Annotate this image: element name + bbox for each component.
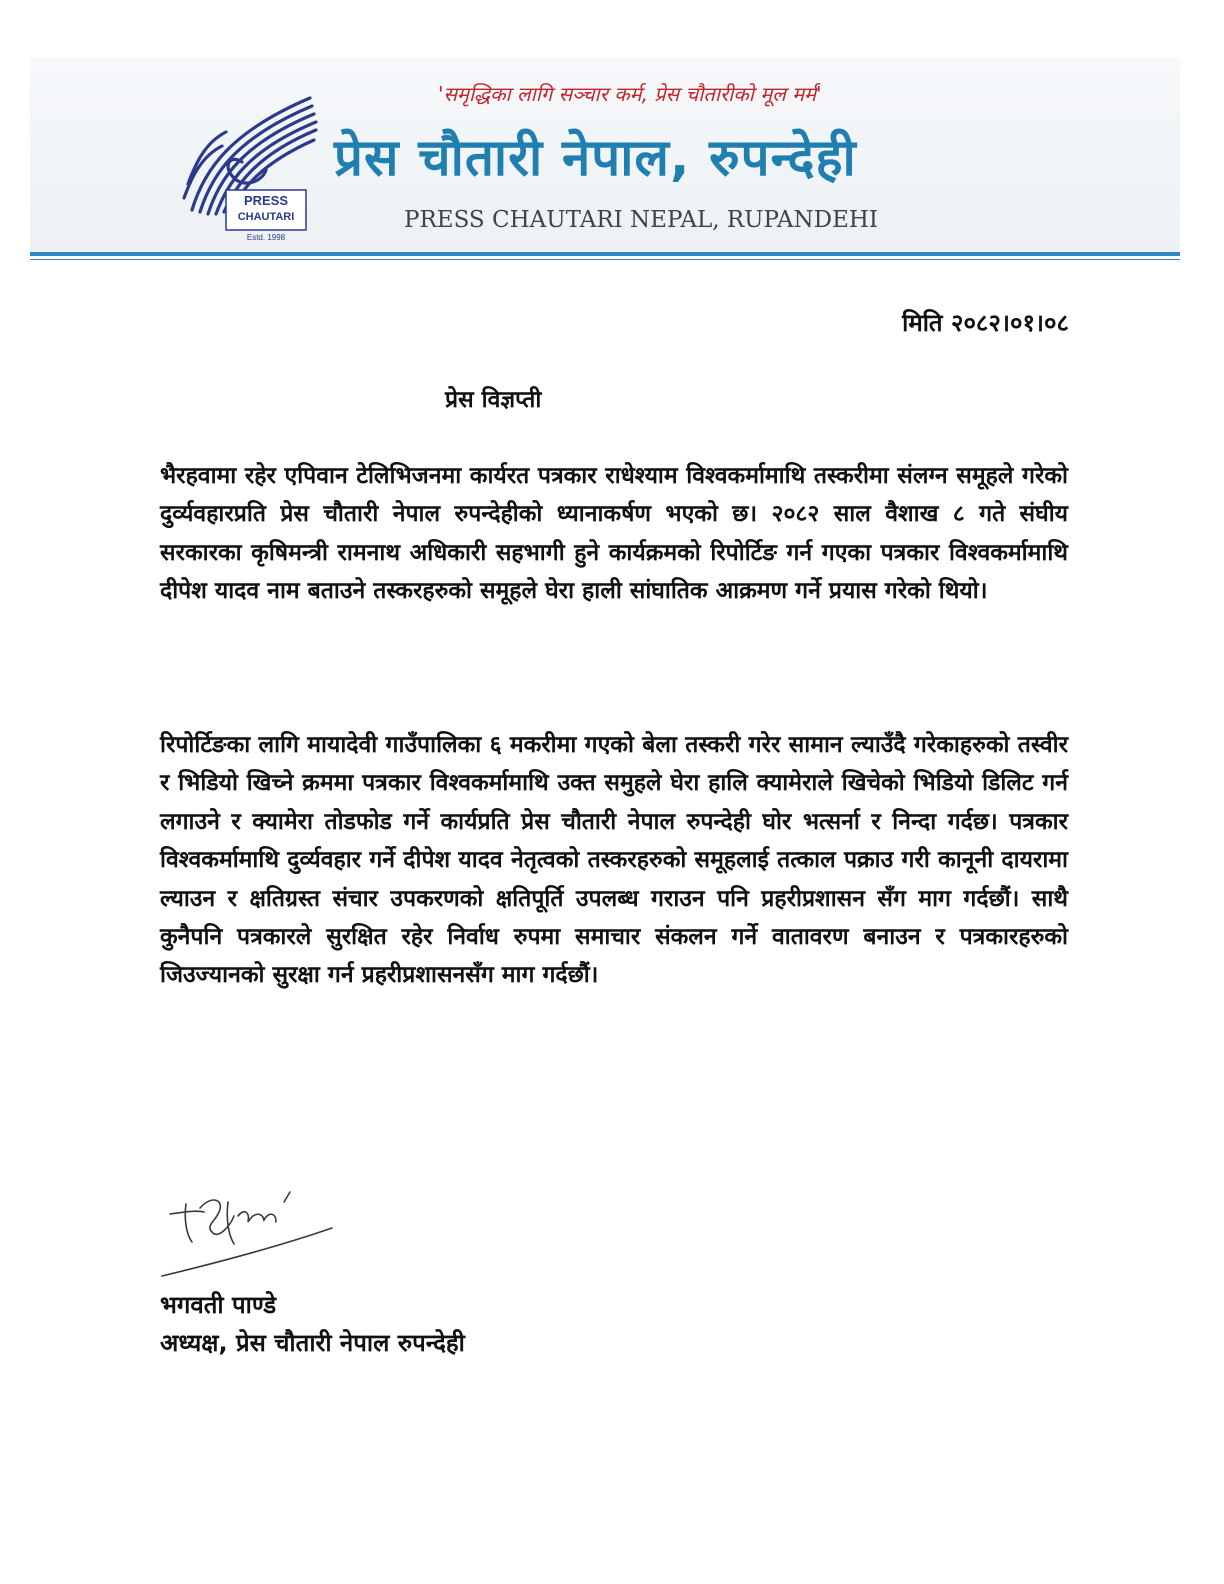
body-paragraph-2: रिपोर्टिङका लागि मायादेवी गाउँपालिका ६ मकरीमा गएको बेला तस्करी गरेर सामान ल्याउँदै गरेकाहरुको तस्वीर र भिडियो खिच्ने क्रममा पत्रकार विश्वकर्मामाथि उक्त समुहले घेरा हालि क्यामेराले खिचेको भिडियो डिलिट गर्न लगाउने र क्यामेरा तोडफोड गर्ने कार्यप्रति प्रेस चौतारी नेपाल रुपन्देही घोर भत्सर्ना र निन्दा गर्दछ। पत्रकार विश्वकर्मामाथि दुर्व्यवहार गर्ने दीपेश यादव नेतृत्वको तस्करहरुको समूहलाई तत्काल पक्राउ गरी कानूनी दायरामा ल्याउन र क्षतिग्रस्त संचार उपकरणको क्षतिपूर्ति उपलब्ध गराउन पनि प्रहरीप्रशासन सँग माग गर्दछौं। साथै कुनैपनि पत्रकारले सुरक्षित रहेर निर्वाध रुपमा समाचार संकलन गर्ने वातावरण बनाउन र पत्रकारहरुको जिउज्यानको सुरक्षा गर्न प्रहरीप्रशासनसँग माग गर्दछौं।: [160, 732, 1068, 989]
logo-text-press: PRESS: [243, 193, 289, 208]
logo-estd: Estd. 1998: [246, 233, 286, 242]
press-chautari-logo: [182, 92, 322, 242]
document-heading: प्रेस विज्ञप्ती: [445, 387, 542, 413]
header-divider-thin: [30, 259, 1180, 260]
letterhead-tagline: 'समृद्धिका लागि सञ्चार कर्म, प्रेस चौतारीको मूल मर्म': [438, 82, 822, 106]
document-date: मिति २०८२।०१।०८: [902, 309, 1069, 337]
signatory-title: अध्यक्ष, प्रेस चौतारी नेपाल रुपन्देही: [160, 1329, 465, 1357]
signatory-name: भगवती पाण्डे: [160, 1291, 277, 1319]
org-name-nepali: प्रेस चौतारी नेपाल, रुपन्देही: [334, 129, 857, 188]
header-divider: [30, 252, 1180, 256]
handwritten-signature-icon: [160, 1182, 340, 1282]
logo-text-chautari: CHAUTARI: [237, 211, 295, 223]
org-name-english: PRESS CHAUTARI NEPAL, RUPANDEHI: [404, 207, 879, 233]
body-paragraph-1: भैरहवामा रहेर एपिवान टेलिभिजनमा कार्यरत पत्रकार राधेश्याम विश्वकर्मामाथि तस्करीमा संलग्न समूहले गरेको दुर्व्यवहारप्रति प्रेस चौतारी नेपाल रुपन्देहीको ध्यानाकर्षण भएको छ। २०८२ साल वैशाख ८ गते संघीय सरकारका कृषिमन्त्री रामनाथ अधिकारी सहभागी हुने कार्यक्रमको रिपोर्टिङ गर्न गएका पत्रकार विश्वकर्मामाथि दीपेश यादव नाम बताउने तस्करहरुको समूहले घेरा हाली सांघातिक आक्रमण गर्ने प्रयास गरेको थियो।: [160, 463, 1068, 605]
